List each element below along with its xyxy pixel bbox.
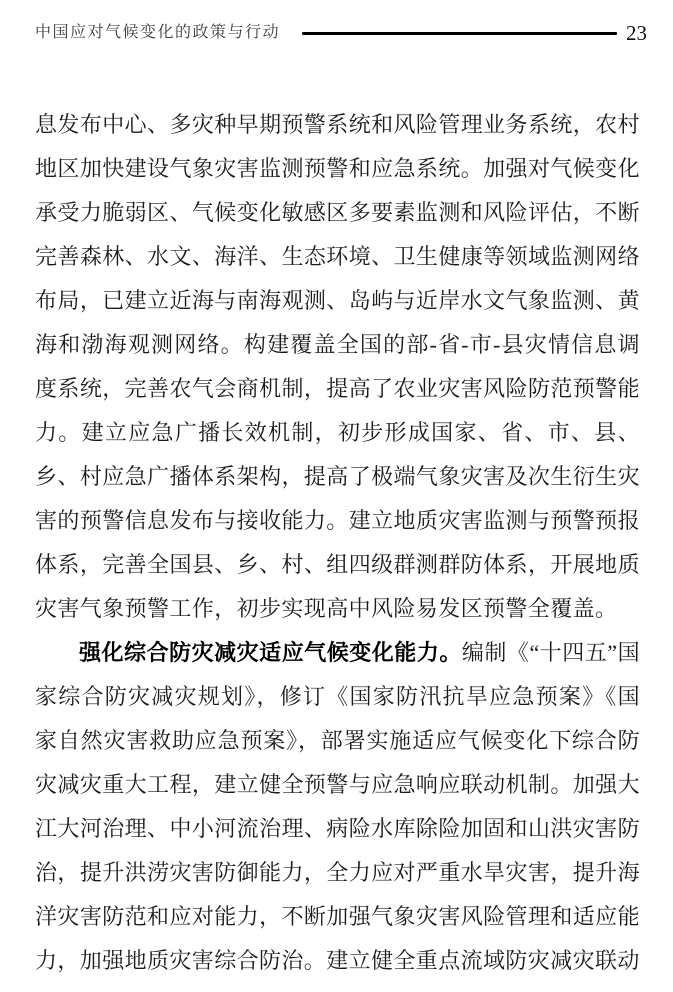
- paragraph-lead-bold: 强化综合防灾减灾适应气候变化能力。: [79, 640, 462, 665]
- page-body: [35, 103, 640, 983]
- header-rule: [302, 32, 617, 35]
- body-paragraph-1: 息发布中心、多灾种早期预警系统和风险管理业务系统，农村地区加快建设气象灾害监测预警和应急系统。加强对气候变化承受力脆弱区、气候变化敏感区多要素监测和风险评估，不断完善森林、水文、海洋、生态环境、卫生健康等领域监测网络布局，已建立近海与南海观测、岛屿与近岸水文气象监测、黄海和渤海观测网络。构建覆盖全国的部-省-市-县灾情信息调度系统，完善农气会商机制，提高了农业灾害风险防范预警能力。建立应急广播长效机制，初步形成国家、省、市、县、乡、村应急广播体系架构，提高了极端气象灾害及次生衍生灾害的预警信息发布与接收能力。建立地质灾害监测与预警预报体系，完善全国县、乡、村、组四级群测群防体系，开展地质灾害气象预警工作，初步实现高中风险易发区预警全覆盖。: [35, 112, 640, 621]
- paragraph-2-text: 编制《“十四五”国家综合防灾减灾规划》，修订《国家防汛抗旱应急预案》《国家自然灾害救助应急预案》，部署实施适应气候变化下综合防灾减灾重大工程，建立健全预警与应急响应联动机制。加强大江大河治理、中小河流治理、病险水库除险加固和山洪灾害防治，提升洪涝灾害防御能力，全力应对严重水旱灾害，提升海洋灾害防范和应对能力，不断加强气象灾害风险管理和适应能力，加强地质灾害综合防治。建立健全重点流域防灾减灾联动: [35, 640, 640, 973]
- page-header: [35, 18, 647, 48]
- running-header-title: 中国应对气候变化的政策与行动: [35, 24, 281, 41]
- body-paragraph-2: [35, 631, 640, 983]
- page-number: 23: [626, 21, 647, 45]
